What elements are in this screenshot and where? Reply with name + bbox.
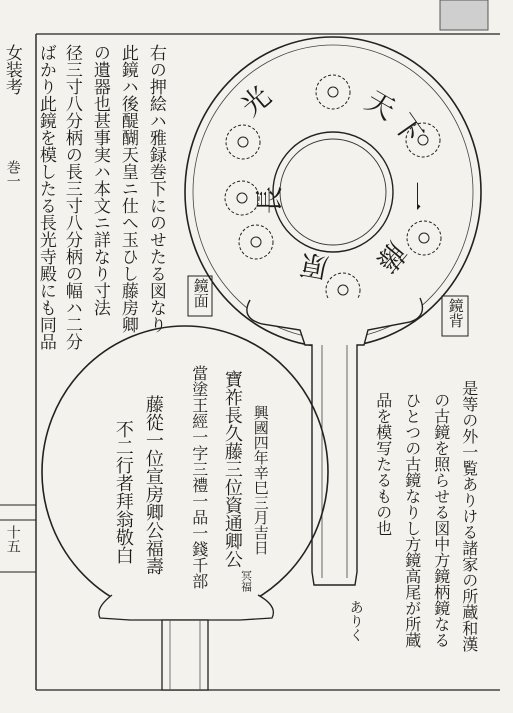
- mirror-back-char: 天: [359, 84, 401, 127]
- mirror-back-char: 一: [397, 181, 432, 211]
- commentary-line: の遺器也甚事実ハ本文ニ詳なり寸法: [89, 44, 110, 316]
- page-number: 十五: [4, 525, 21, 553]
- commentary-line: ひとつの古鏡なりし方鏡高尾が所蔵: [402, 392, 422, 648]
- inscription-line: 不二行者拜翁敬白: [112, 420, 134, 564]
- mirror-back-label: 鏡背: [446, 298, 465, 328]
- mirror-back-char: 原: [297, 246, 331, 285]
- mirror-back-char: 長: [253, 185, 287, 215]
- commentary-line: ありく: [347, 600, 364, 642]
- commentary-line: ばかり此鏡を模したる長光寺殿にも同品: [35, 44, 56, 350]
- commentary-line: 品を模写たるもの也: [373, 392, 393, 536]
- inscription-line: 藤從一位宣房卿公福壽: [142, 395, 164, 575]
- commentary-line: 右の押絵ハ雅録巻下にのせたる図なり: [145, 44, 166, 333]
- mirror-back-char: 藤: [369, 235, 413, 279]
- mirror-back-char: 下: [386, 107, 430, 150]
- inscription-line: 當塗王經一字三禮一品一錢千部: [189, 365, 209, 589]
- mirror-back-char: 光: [234, 79, 278, 123]
- inscription-small-note: 冥福: [239, 570, 253, 592]
- commentary-line: 是等の外一覧ありける諸家の所蔵和漢: [459, 380, 479, 652]
- inscription-line: 興國四年辛巳三月吉日: [251, 405, 270, 555]
- mirror-face-label: 鏡面: [191, 278, 210, 308]
- inscription-line: 寶祚長久藤三位資通卿公: [221, 370, 243, 568]
- volume-label: 巻一: [4, 160, 21, 188]
- book-title: 女装考: [1, 44, 22, 95]
- commentary-line: の古鏡を照らせる図中方鏡柄鏡なる: [431, 392, 451, 648]
- commentary-line: 径三寸八分柄の長三寸八分柄の幅ハ二分: [61, 44, 82, 350]
- commentary-line: 此鏡ハ後醍醐天皇ニ仕へ玉ひし藤房卿: [117, 44, 138, 333]
